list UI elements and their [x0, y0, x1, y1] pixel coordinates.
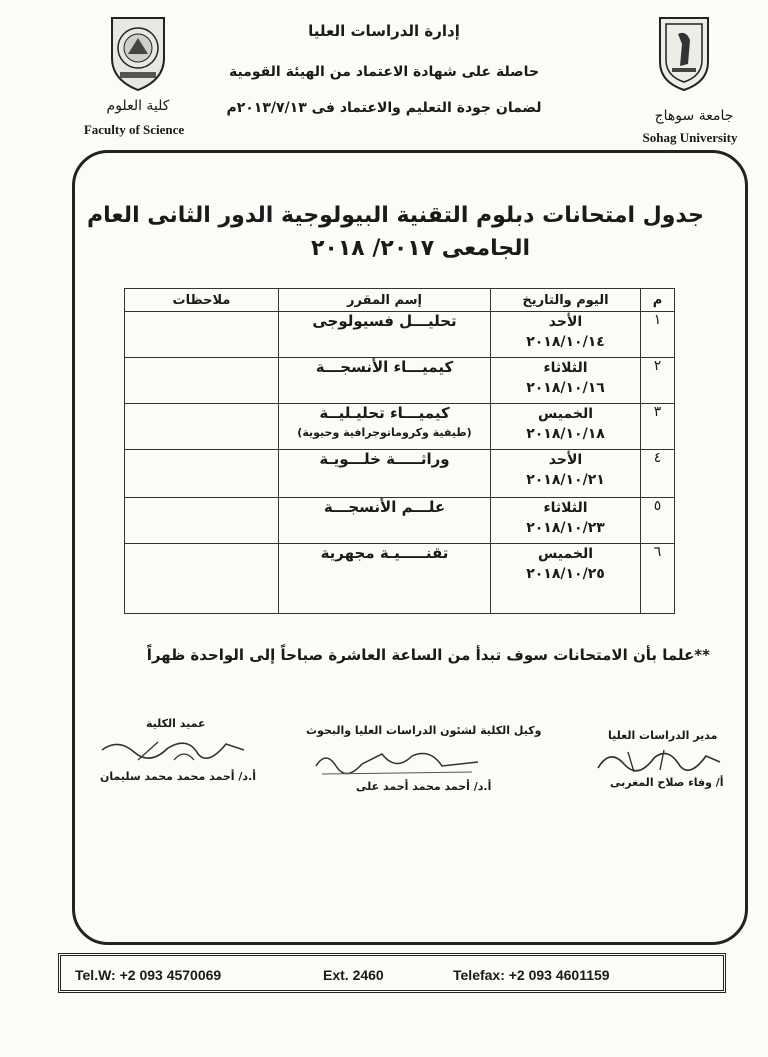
- row-course-name: وراثـــــة خلـــويـة: [319, 450, 450, 468]
- university-logo: [652, 14, 716, 96]
- row-day: الأحد: [548, 452, 583, 468]
- dean-title: عميد الكلية: [146, 717, 206, 730]
- table-row: [125, 358, 675, 404]
- university-name-en: Sohag University: [642, 130, 738, 145]
- row-notes: [125, 450, 279, 498]
- header-accreditation: حاصلة على شهادة الاعتماد من الهيئة القومية: [228, 64, 540, 80]
- row-course-name: كيميـــاء تحليـليــة: [319, 404, 450, 422]
- table-row: [125, 450, 675, 498]
- faculty-logo: [106, 14, 170, 96]
- footer-tel: Tel.W: +2 093 4570069: [75, 967, 222, 983]
- director-title: مدير الدراسات العليا: [608, 729, 718, 742]
- header-day-date: اليوم والتاريخ: [491, 289, 641, 312]
- row-course-name: كيميـــاء الأنسجـــة: [315, 358, 454, 376]
- row-day: الأحد: [548, 314, 583, 330]
- header-notes: ملاحظات: [125, 289, 279, 312]
- row-num: ٢: [641, 358, 675, 404]
- row-course: [279, 404, 491, 450]
- footer-telefax: Telefax: +2 093 4601159: [453, 967, 610, 983]
- row-course-name: تحليـــل فسيولوجى: [312, 312, 457, 330]
- document-title-line1: جدول امتحانات دبلوم التقنية البيولوجية الدور الثانى العام: [87, 203, 704, 228]
- row-course-subtitle: (طيفية وكروماتوجرافية وحيوية): [297, 426, 472, 439]
- faculty-name-en: Faculty of Science: [83, 122, 185, 137]
- table-row: [125, 312, 675, 358]
- document-title-line2: الجامعى ٢٠١٧/ ٢٠١٨: [310, 236, 530, 261]
- row-date: ٢٠١٨/١٠/١٨: [526, 426, 605, 442]
- row-num: ٦: [641, 544, 675, 614]
- row-day: الخميس: [537, 406, 594, 422]
- row-date: ٢٠١٨/١٠/١٤: [526, 334, 605, 350]
- header-accreditation-date: لضمان جودة التعليم والاعتماد فى ٢٠١٣/٧/١٣م: [226, 100, 542, 116]
- vice-dean-name: أ.د/ أحمد محمد أحمد على: [356, 780, 492, 793]
- row-course-name: تقنـــــيـة مجهرية: [320, 544, 449, 562]
- header-course-name: إسم المقرر: [279, 289, 491, 312]
- row-date: ٢٠١٨/١٠/٢٣: [526, 520, 605, 536]
- vice-dean-title: وكيل الكلية لشئون الدراسات العليا والبحوث: [306, 724, 542, 737]
- row-notes: [125, 544, 279, 614]
- row-num: ١: [641, 312, 675, 358]
- row-course: [279, 450, 491, 498]
- table-row: [125, 544, 675, 614]
- row-date: ٢٠١٨/١٠/٢٥: [526, 566, 605, 582]
- row-notes: [125, 404, 279, 450]
- row-day: الخميس: [537, 546, 594, 562]
- row-day: الثلاثاء: [543, 360, 588, 376]
- row-course: [279, 544, 491, 614]
- table-header-row: [125, 289, 675, 312]
- header-num: م: [641, 289, 675, 312]
- vice-dean-signature: [312, 744, 482, 782]
- row-course: [279, 358, 491, 404]
- footer-ext: Ext. 2460: [323, 967, 384, 983]
- dean-name: أ.د/ أحمد محمد محمد سليمان: [100, 770, 256, 783]
- row-notes: [125, 312, 279, 358]
- row-course-name: علـــم الأنسجـــة: [323, 498, 446, 516]
- row-day-date: [491, 404, 641, 450]
- row-num: ٥: [641, 498, 675, 544]
- row-course: [279, 498, 491, 544]
- row-notes: [125, 498, 279, 544]
- row-date: ٢٠١٨/١٠/١٦: [526, 380, 605, 396]
- row-num: ٤: [641, 450, 675, 498]
- row-num: ٣: [641, 404, 675, 450]
- row-day-date: [491, 450, 641, 498]
- row-date: ٢٠١٨/١٠/٢١: [526, 472, 605, 488]
- row-day: الثلاثاء: [543, 500, 588, 516]
- exam-time-note: **علما بأن الامتحانات سوف تبدأ من الساعة العاشرة صباحاً إلى الواحدة ظهراً: [146, 646, 710, 664]
- row-day-date: [491, 358, 641, 404]
- table-row: [125, 404, 675, 450]
- exam-schedule-table: [124, 288, 675, 614]
- row-day-date: [491, 544, 641, 614]
- row-notes: [125, 358, 279, 404]
- university-name-ar: جامعة سوهاج: [654, 108, 734, 124]
- faculty-name-ar: كلية العلوم: [106, 98, 170, 114]
- header-department: إدارة الدراسات العليا: [308, 22, 460, 40]
- contact-footer: [58, 953, 726, 993]
- row-course: [279, 312, 491, 358]
- row-day-date: [491, 312, 641, 358]
- dean-signature: [98, 730, 248, 774]
- row-day-date: [491, 498, 641, 544]
- director-name: أ/ وفاء صلاح المغربى: [610, 776, 724, 789]
- table-row: [125, 498, 675, 544]
